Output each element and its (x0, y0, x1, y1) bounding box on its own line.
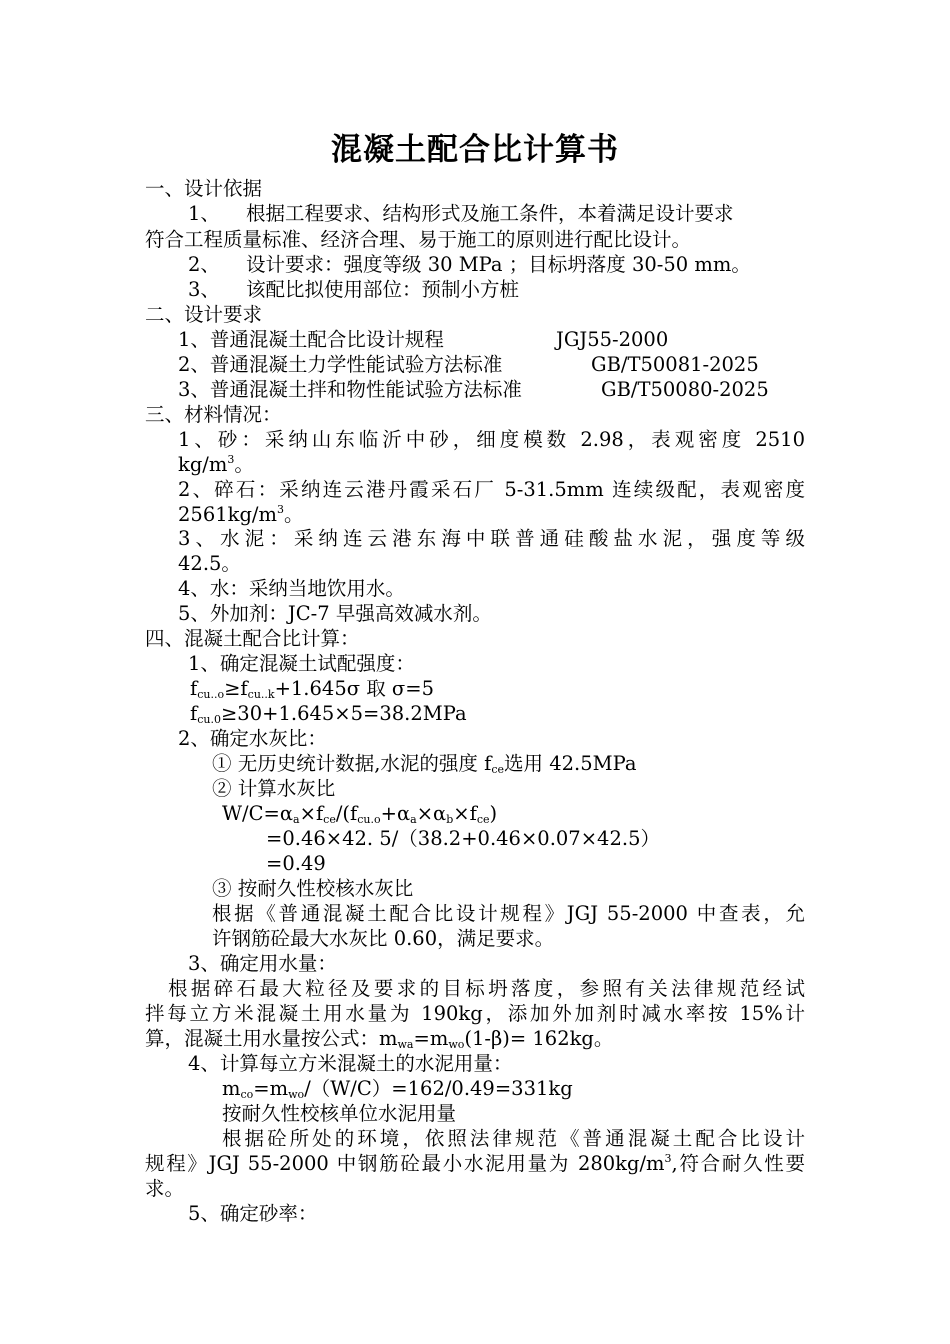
step-1-formula-2: $f_{cu.0}\ge 30+1.645\times 5=38.2MPa$ (190, 702, 467, 726)
basis-item-1-number: 1、 (188, 202, 220, 225)
basis-item-2-text: 设计要求：强度等级 30 MPa ；目标坍落度 30-50 mm。 (246, 253, 751, 276)
standard-2-name: 2、普通混凝土力学性能试验方法标准 (178, 353, 503, 376)
step-3-heading: 3、确定用水量： (188, 952, 337, 975)
step-2-durability-line-1: 根据《普通混凝土配合比设计规程》JGJ 55-2000 中查表，允 (212, 902, 805, 925)
step-2-heading: 2、确定水灰比： (178, 727, 327, 750)
step-2-cement-strength: ① 无历史统计数据,水泥的强度 $f_{ce}$选用 42.5MPa (212, 752, 637, 776)
standard-1-name: 1、普通混凝土配合比设计规程 (178, 328, 444, 351)
step-4-formula: $m_{co}=m_{wo}/(W/C)=162/0.49=331kg$ (222, 1077, 573, 1101)
step-3-paragraph-line-2: 拌每立方米混凝土用水量为 190kg，添加外加剂时减水率按 15%计 (145, 1002, 805, 1025)
step-4-paragraph-line-3: 求。 (145, 1177, 185, 1200)
basis-item-3-text: 该配比拟使用部位：预制小方桩 (246, 278, 520, 301)
step-2-wc-formula: $W/C=\alpha_a\times f_{ce}/(f_{cu.o}+\alpha_a\times\alpha_b\times f_{ce})$ (222, 802, 498, 826)
section-3-heading: 三、材料情况： (145, 403, 282, 426)
material-stone-line-2: $2561kg/m^3$。 (178, 503, 304, 526)
material-admixture: 5、外加剂：JC-7 早强高效减水剂。 (178, 602, 492, 625)
step-3-paragraph-line-1: 根据碎石最大粒径及要求的目标坍落度，参照有关法律规范经试 (168, 977, 805, 1000)
section-2-heading: 二、设计要求 (145, 303, 263, 326)
step-2-durability-line-2: 许钢筋砼最大水灰比 0.60，满足要求。 (212, 927, 555, 950)
step-5-heading: 5、确定砂率： (188, 1202, 318, 1225)
step-4-durability-heading: 按耐久性校核单位水泥用量 (222, 1102, 457, 1125)
step-1-formula-1: $f_{cu..o}\ge f_{cu..k}+1.645\sigma$ 取 σ=5 (190, 677, 434, 701)
step-2-durability-heading: ③ 按耐久性校核水灰比 (212, 877, 414, 900)
step-4-paragraph-line-2: 规程》JGJ 55-2000 中钢筋砼最小水泥用量为 $280kg/m^3$,符合耐久性要 (145, 1152, 806, 1175)
step-3-paragraph-line-3: 算，混凝土用水量按公式：$m_{wa}=m_{wo}(1-\beta)= 162kg$。 (145, 1027, 614, 1051)
basis-item-3-number: 3、 (188, 278, 220, 301)
document-title: 混凝土配合比计算书 (331, 132, 619, 168)
standard-3-code: GB/T50080-2025 (601, 378, 769, 401)
basis-item-1-continuation: 符合工程质量标准、经济合理、易于施工的原则进行配比设计。 (145, 228, 692, 251)
material-water: 4、水：采纳当地饮用水。 (178, 577, 405, 600)
material-stone-line-1: 2、碎石：采纳连云港丹霞采石厂 5-31.5mm 连续级配，表观密度 (178, 478, 805, 501)
step-2-calc-heading: ② 计算水灰比 (212, 777, 336, 800)
basis-item-2-number: 2、 (188, 253, 220, 276)
step-4-paragraph-line-1: 根据砼所处的环境，依照法律规范《普通混凝土配合比设计 (222, 1127, 805, 1150)
section-1-heading: 一、设计依据 (145, 177, 263, 200)
step-2-wc-calc-2: =0.49 (266, 852, 326, 875)
step-4-heading: 4、计算每立方米混凝土的水泥用量： (188, 1052, 513, 1075)
step-1-heading: 1、确定混凝土试配强度： (188, 652, 415, 675)
material-sand-line-2: $kg/m^3$。 (178, 453, 254, 476)
standard-3-name: 3、普通混凝土拌和物性能试验方法标准 (178, 378, 522, 401)
step-2-wc-calc-1: =0.46×42. 5/（38.2+0.46×0.07×42.5） (266, 827, 660, 850)
standard-2-code: GB/T50081-2025 (591, 353, 759, 376)
material-sand-line-1: 1、砂：采纳山东临沂中砂，细度模数 2.98，表观密度 2510 (178, 428, 805, 451)
standard-1-code: JGJ55-2000 (556, 328, 669, 351)
material-cement-line-2: 42.5。 (178, 552, 241, 575)
section-4-heading: 四、混凝土配合比计算： (145, 627, 360, 650)
material-cement-line-1: 3、水泥：采纳连云港东海中联普通硅酸盐水泥，强度等级 (178, 527, 805, 550)
basis-item-1-text: 根据工程要求、结构形式及施工条件，本着满足设计要求 (246, 202, 734, 225)
